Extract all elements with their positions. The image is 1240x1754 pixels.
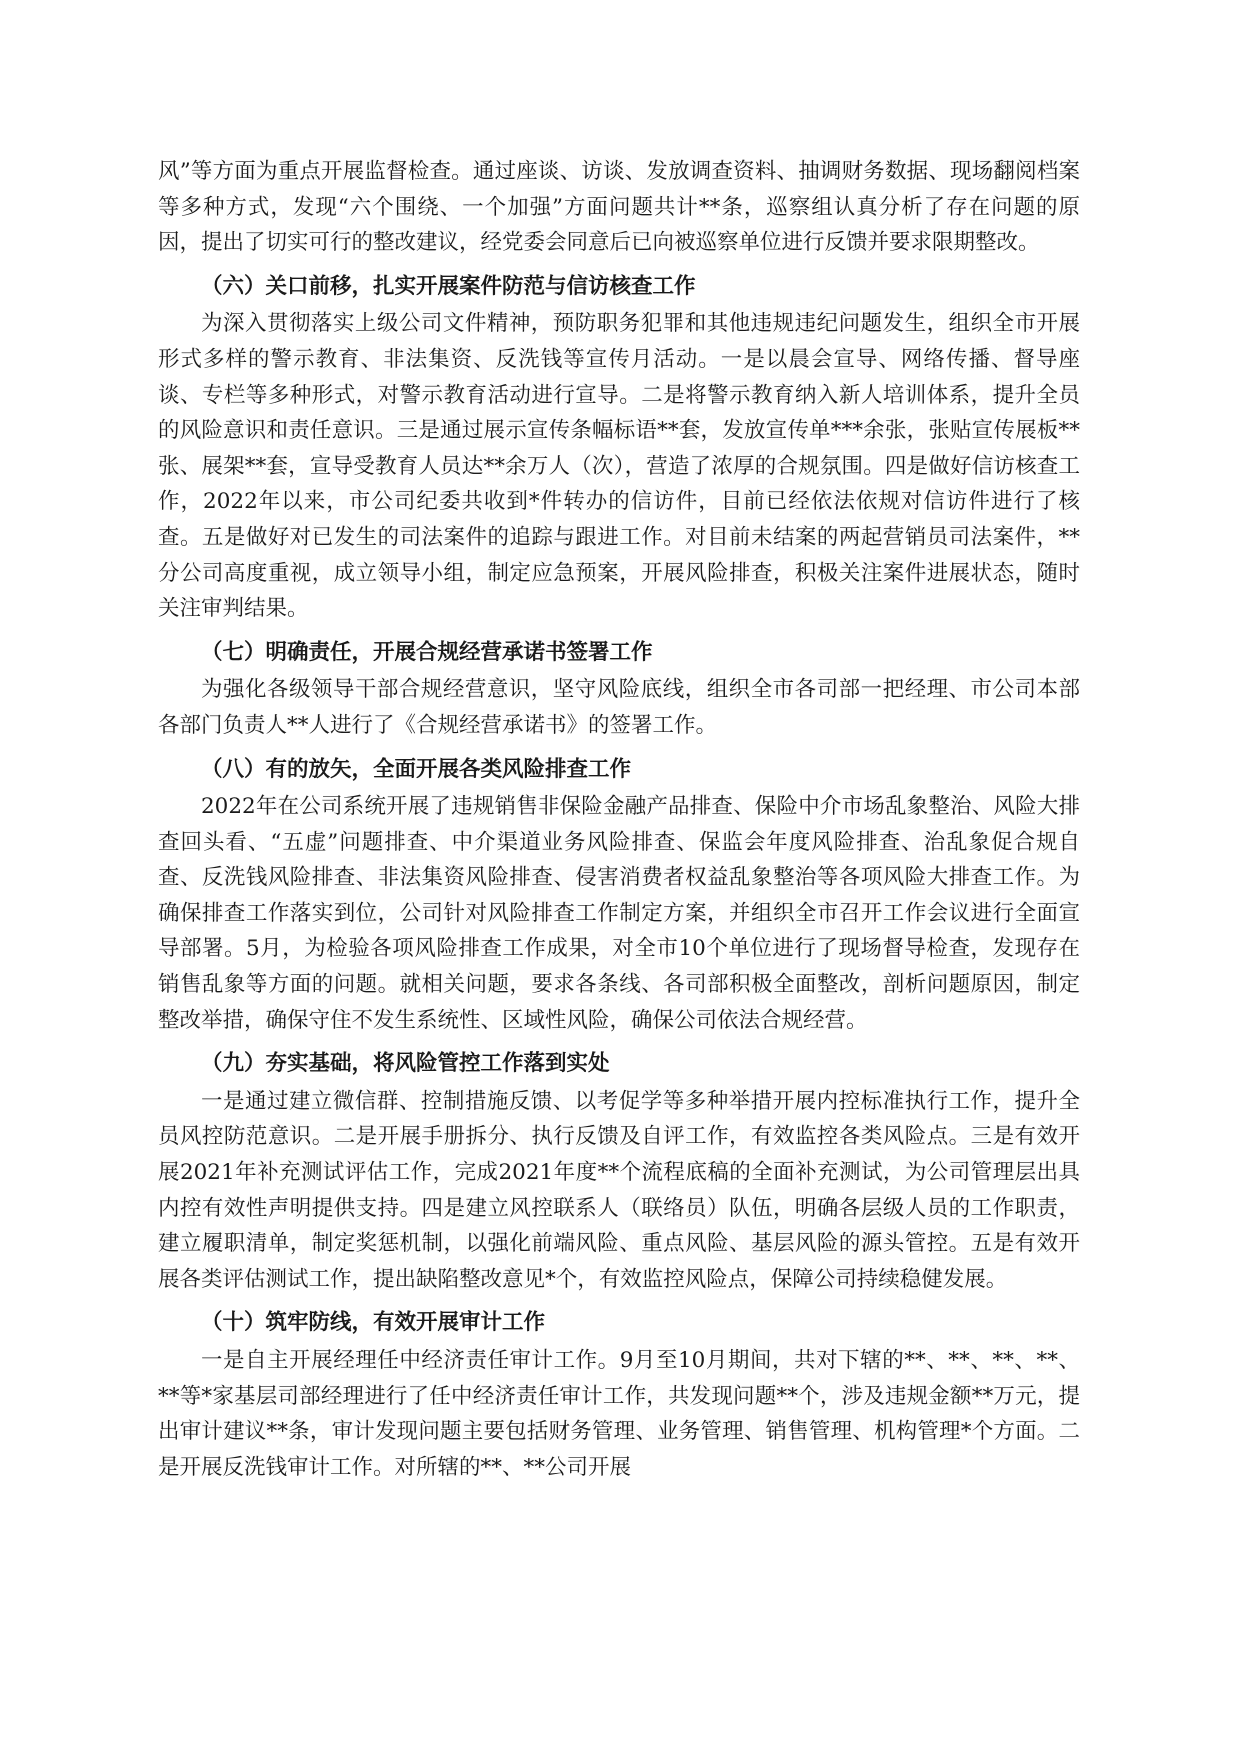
- section-heading-9: （九）夯实基础，将风险管控工作落到实处: [201, 1051, 610, 1077]
- document-page: [158, 154, 1080, 1485]
- section-heading-6: （六）关口前移，扎实开展案件防范与信访核查工作: [201, 273, 696, 299]
- paragraph-compliance-pledge: 为强化各级领导干部合规经营意识，坚守风险底线，组织全市各司部一把经理、市公司本部各部门负责人**人进行了《合规经营承诺书》的签署工作。: [158, 677, 1080, 738]
- section-heading-10: （十）筑牢防线，有效开展审计工作: [201, 1310, 546, 1336]
- paragraph-risk-screening: 2022年在公司系统开展了违规销售非保险金融产品排查、保险中介市场乱象整治、风险大排查回头看、“五虚”问题排查、中介渠道业务风险排查、保监会年度风险排查、治乱象促合规自查、反洗钱风险排查、非法集资风险排查、侵害消费者权益乱象整治等各项风险大排查工作。为确保排查工作落实到位，公司针对风险排查工作制定方案，并组织全市召开工作会议进行全面宣导部署。5月，为检验各项风险排查工作成果，对全市10个单位进行了现场督导检查，发现存在销售乱象等方面的问题。就相关问题，要求各条线、各司部积极全面整改，剖析问题原因，制定整改举措，确保守住不发生系统性、区域性风险，确保公司依法合规经营。: [158, 794, 1080, 1033]
- section-heading-7: （七）明确责任，开展合规经营承诺书签署工作: [201, 639, 653, 665]
- paragraph-case-prevention: 为深入贯彻落实上级公司文件精神，预防职务犯罪和其他违规违纪问题发生，组织全市开展形式多样的警示教育、非法集资、反洗钱等宣传月活动。一是以晨会宣导、网络传播、督导座谈、专栏等多种形式，对警示教育活动进行宣导。二是将警示教育纳入新人培训体系，提升全员的风险意识和责任意识。三是通过展示宣传条幅标语**套，发放宣传单***余张，张贴宣传展板**张、展架**套，宣导受教育人员达**余万人（次），营造了浓厚的合规氛围。四是做好信访核查工作，2022年以来，市公司纪委共收到*件转办的信访件，目前已经依法依规对信访件进行了核查。五是做好对已发生的司法案件的追踪与跟进工作。对目前未结案的两起营销员司法案件，**分公司高度重视，成立领导小组，制定应急预案，开展风险排查，积极关注案件进展状态，随时关注审判结果。: [158, 311, 1080, 622]
- paragraph-inspection-summary: 风”等方面为重点开展监督检查。通过座谈、访谈、发放调查资料、抽调财务数据、现场翻阅档案等多种方式，发现“六个围绕、一个加强”方面问题共计**条，巡察组认真分析了存在问题的原因，提出了切实可行的整改建议，经党委会同意后已向被巡察单位进行反馈并要求限期整改。: [158, 159, 1080, 256]
- paragraph-risk-control: 一是通过建立微信群、控制措施反馈、以考促学等多种举措开展内控标准执行工作，提升全员风控防范意识。二是开展手册拆分、执行反馈及自评工作，有效监控各类风险点。三是有效开展2021年补充测试评估工作，完成2021年度**个流程底稿的全面补充测试，为公司管理层出具内控有效性声明提供支持。四是建立风控联系人（联络员）队伍，明确各层级人员的工作职责，建立履职清单，制定奖惩机制，以强化前端风险、重点风险、基层风险的源头管控。五是有效开展各类评估测试工作，提出缺陷整改意见*个，有效监控风险点，保障公司持续稳健发展。: [158, 1088, 1080, 1292]
- paragraph-audit-work: 一是自主开展经理任中经济责任审计工作。9月至10月期间，共对下辖的**、**、**、**、**等*家基层司部经理进行了任中经济责任审计工作，共发现问题**个，涉及违规金额**万元，提出审计建议**条，审计发现问题主要包括财务管理、业务管理、销售管理、机构管理*个方面。二是开展反洗钱审计工作。对所辖的**、**公司开展: [158, 1348, 1080, 1480]
- section-heading-8: （八）有的放矢，全面开展各类风险排查工作: [201, 756, 632, 782]
